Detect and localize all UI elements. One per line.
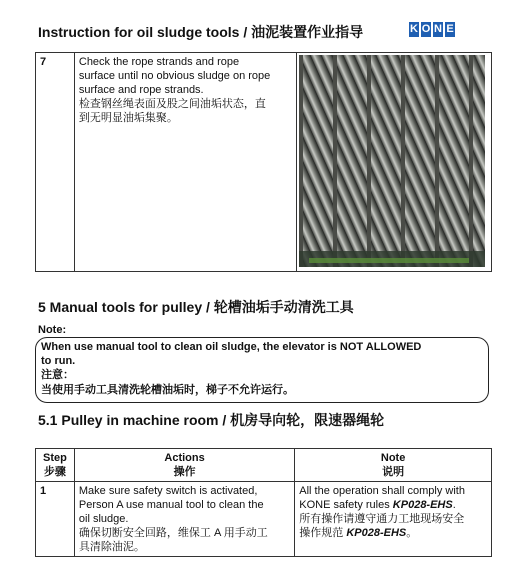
header-step-cn: 步骤 [43,466,66,478]
note-text: 操作规范 [299,527,347,539]
warning-text-cn: 当使用手动工具清洗轮槽油垢时，梯子不允许运行。 [41,384,294,396]
column-header-actions [74,449,294,482]
note-text: KONE safety rules [299,499,393,511]
kone-logo [409,22,455,37]
header-actions-cn: 操作 [173,466,196,478]
header-step-en: Step [43,452,67,464]
safety-rule-code: KP028-EHS [346,527,407,539]
header-actions-en: Actions [164,452,205,464]
section-5-heading: 5 Manual tools for pulley / 轮槽油垢手动清洗工具 [38,299,354,315]
step7-en-line: surface and rope strands. [78,84,204,96]
table-row [36,482,492,557]
step1-note [295,482,492,557]
header-note-cn: 说明 [382,466,405,478]
step-number: 7 [36,53,75,272]
warning-text: to run. [41,355,76,367]
step7-table [35,52,492,272]
warning-text-cn-label: 注意： [41,369,74,381]
action-line: Make sure safety switch is activated, [78,485,258,497]
note-line [299,498,487,512]
note-line: All the operation shall comply with [299,485,465,497]
action-line-cn: 确保切断安全回路，维保工 A 用手动工 [78,527,268,539]
action-line-cn: 具清除油泥。 [78,541,145,553]
action-line: Person A use manual tool to clean the [78,499,264,511]
note-line-cn: 所有操作请遵守通力工地现场安全 [299,513,465,525]
note-text: . [452,499,456,511]
step1-actions [74,482,294,557]
step-number: 1 [36,482,75,557]
action-line: oil sludge. [78,513,129,525]
note-line-cn [299,526,487,540]
logo-letter-e: E [446,23,454,35]
warning-box [35,337,489,403]
logo-letter-k: K [410,23,418,35]
warning-text: When use manual tool to clean oil sludge, the elevator is NOT ALLOWED [41,341,422,353]
logo-letter-n: N [434,23,442,35]
step7-en-line: surface until no obvious sludge on rope [78,70,271,82]
safety-rule-code: KP028-EHS [392,499,453,511]
column-header-step [36,449,75,482]
step7-cn-line: 到无明显油垢集聚。 [78,112,178,124]
table-row [36,53,492,272]
table-header-row [36,449,492,482]
page-title: Instruction for oil sludge tools / 油泥装置作业指导 [38,24,364,40]
document-header [38,18,458,42]
column-header-note [295,449,492,482]
note-text: 。 [406,527,418,539]
step-table [35,448,492,557]
logo-letter-o: O [421,23,431,35]
rope-strands [303,55,485,267]
header-note-en: Note [380,452,406,464]
step7-instructions [74,53,296,272]
wire-rope-photo [299,55,485,267]
note-label: Note: [38,324,67,336]
step7-cn-line: 检查钢丝绳表面及股之间油垢状态，直 [78,98,266,110]
section-5-1-heading: 5.1 Pulley in machine room / 机房导向轮，限速器绳轮 [38,412,385,428]
step7-en-line: Check the rope strands and rope [78,56,240,68]
rope-photo-cell [297,53,492,272]
